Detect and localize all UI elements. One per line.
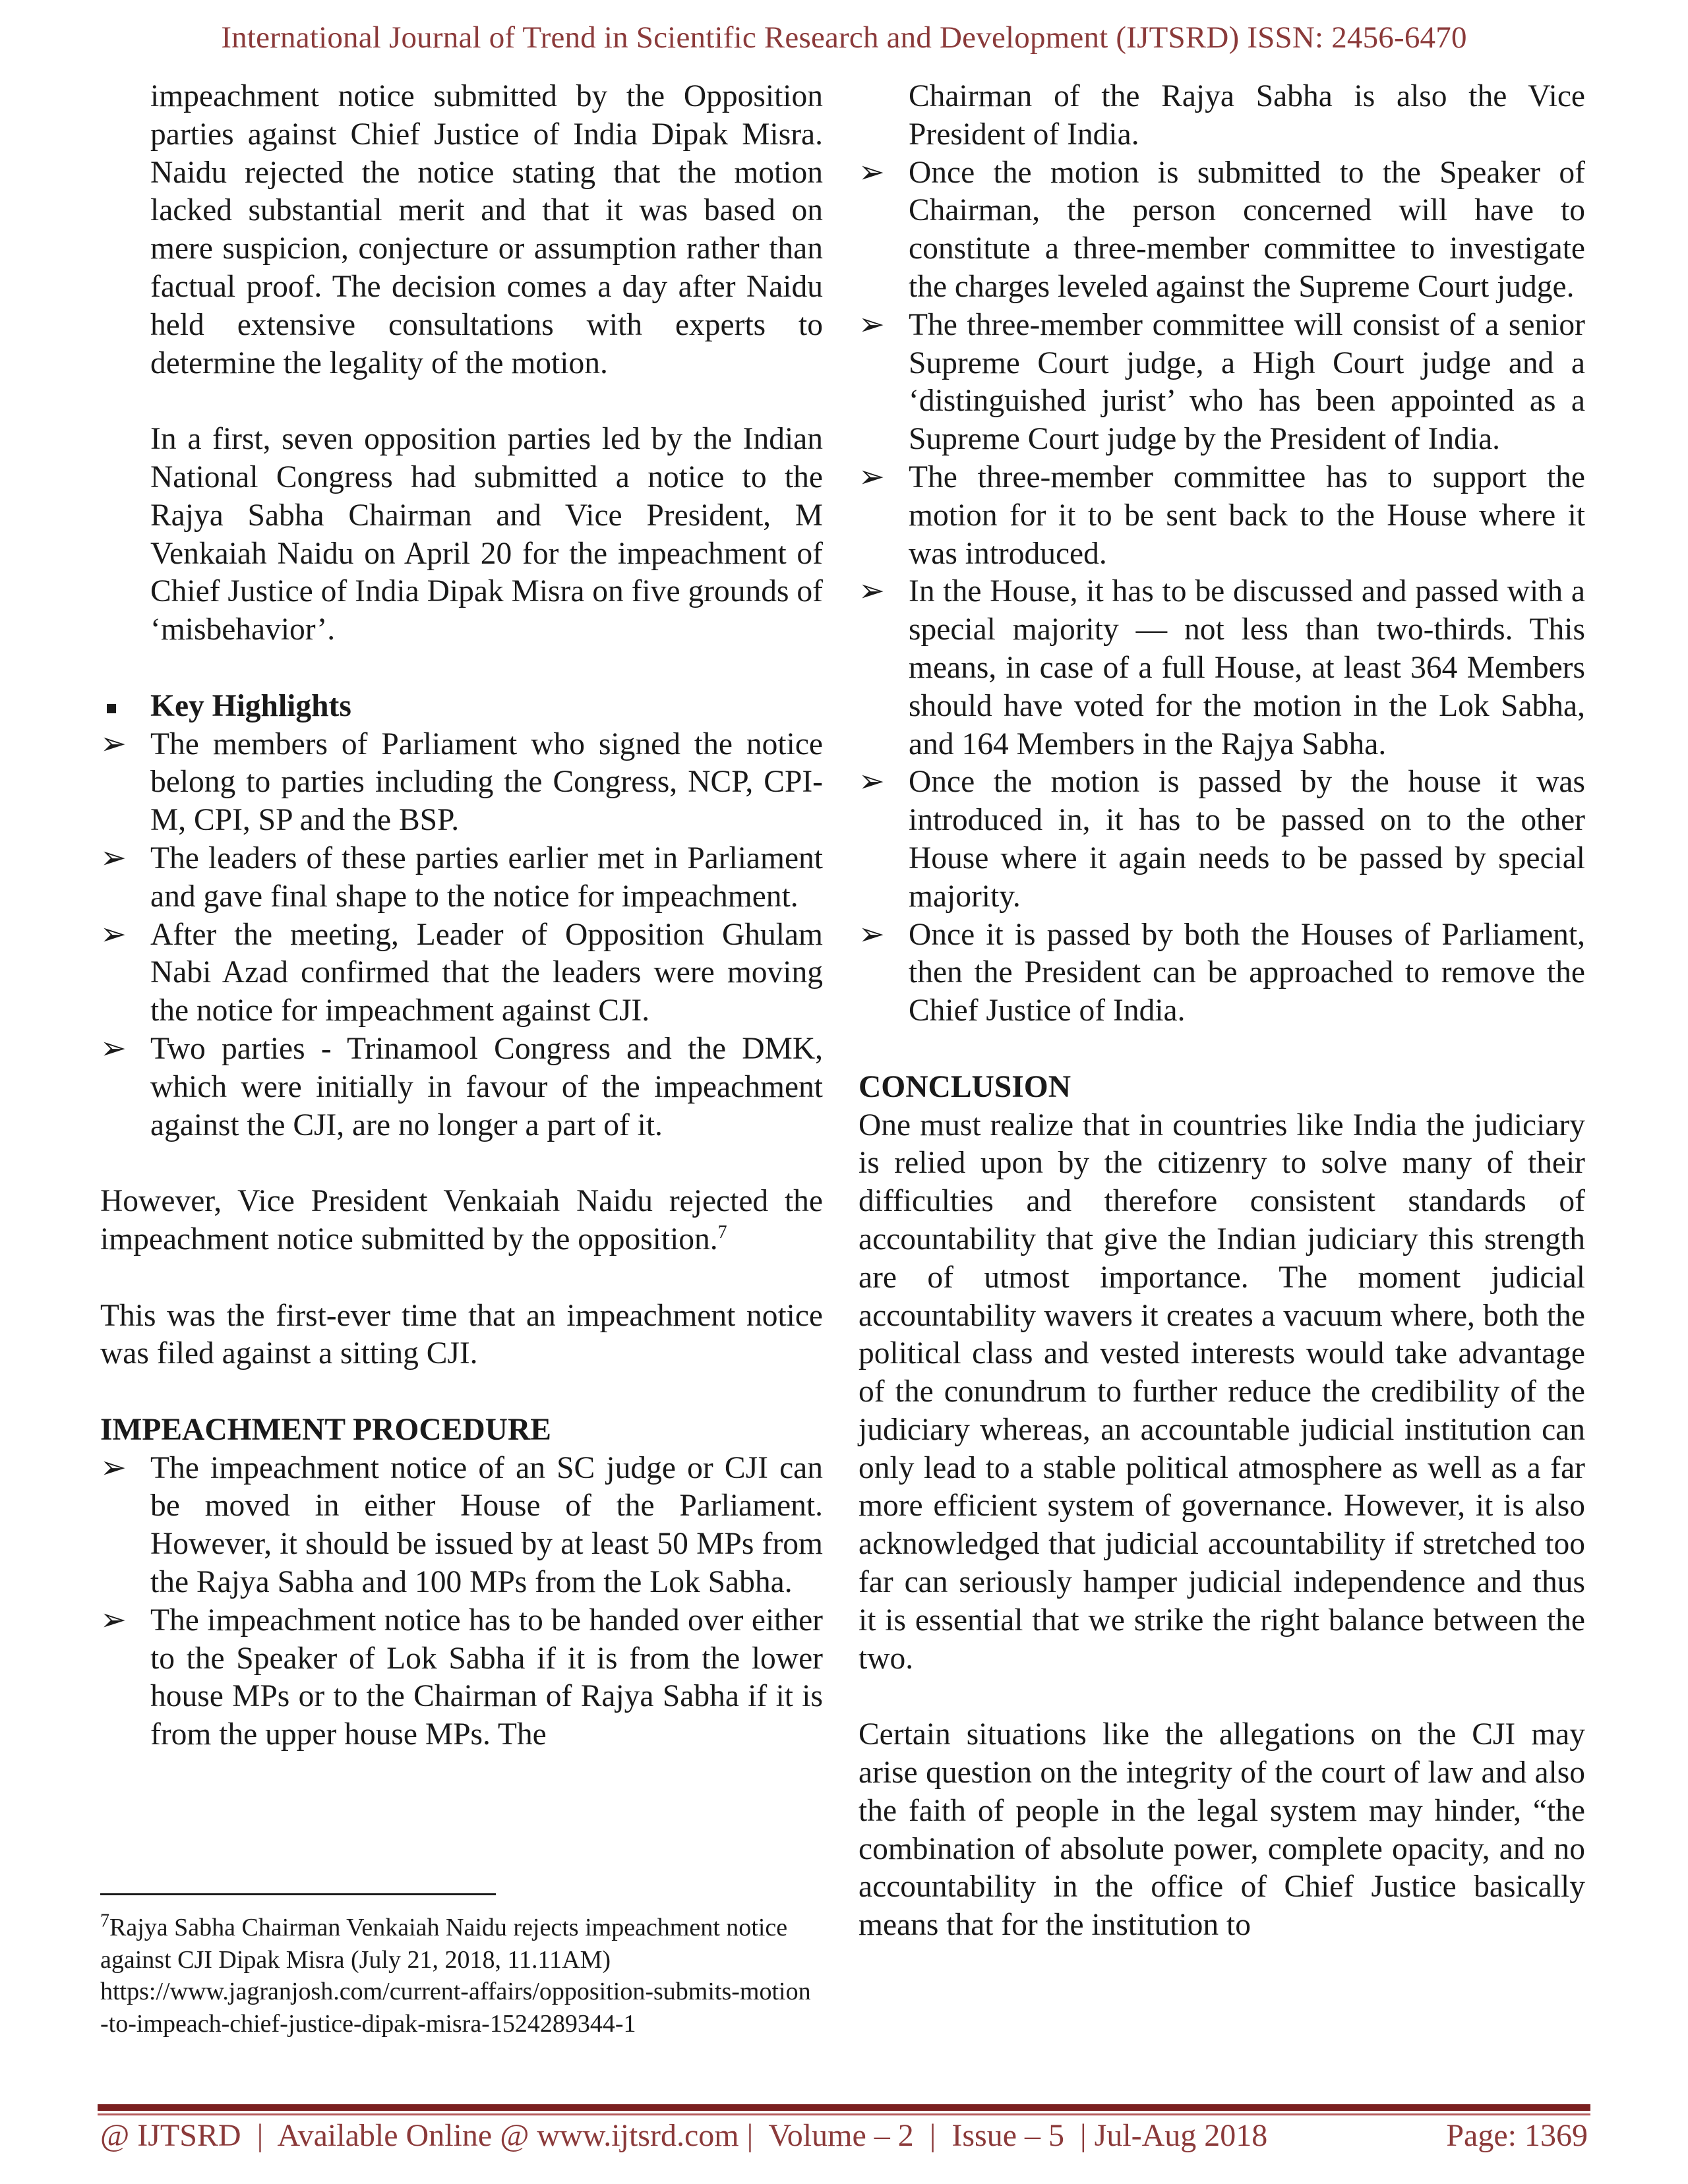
arrow-bullet-icon: ➢ [859, 459, 885, 494]
list-item: ➢ The leaders of these parties earlier met in Parliament and gave final shape to the notice for impeachment. [100, 841, 823, 914]
arrow-bullet-icon: ➢ [859, 574, 885, 609]
right-column [859, 78, 1585, 1945]
watermark [824, 593, 864, 1450]
footer-divider-thin [98, 2113, 1590, 2115]
footer-info: @ IJTSRD | Available Online @ www.ijtsrd.com | Volume – 2 | Issue – 5 | Jul-Aug 2018 [100, 2118, 1268, 2153]
arrow-bullet-icon: ➢ [859, 917, 885, 952]
list-item [100, 688, 823, 726]
arrow-bullet-icon: ➢ [100, 917, 127, 952]
list-item: ➢ The three-member committee has to support the motion for it to be sent back to the House where it was introduced. [859, 459, 1585, 571]
procedure-list [100, 1450, 823, 1754]
paragraph: Chairman of the Rajya Sabha is also the Vice President of India. [909, 79, 1585, 152]
paragraph: Certain situations like the allegations on the CJI may arise question on the integrity of the court of law and also the faith of people in the legal system may hinder, “the combination of absolute power, complete opacity, and no accountability in the office of Chief Justice basically means that for the institution to [859, 1717, 1585, 1943]
arrow-bullet-icon: ➢ [100, 841, 127, 875]
list-item: ➢ The impeachment notice of an SC judge or CJI can be moved in either House of the Parliament. However, it should be issued by at least 50 MPs from the Rajya Sabha and 100 MPs from the Lok Sabha. [100, 1450, 823, 1600]
paragraph: In a first, seven opposition parties led by the Indian National Congress had submitted a notice to the Rajya Sabha Chairman and Vice President, M Venkaiah Naidu on April 20 for the impeachment of Chief Justice of India Dipak Misra on five grounds of ‘misbehavior’. [150, 422, 823, 647]
arrow-bullet-icon: ➢ [859, 765, 885, 800]
left-column [100, 78, 823, 1754]
paragraph: This was the first-ever time that an impeachment notice was filed against a sitting CJI. [100, 1298, 823, 1371]
section-heading: CONCLUSION [859, 1069, 1071, 1104]
arrow-bullet-icon: ➢ [859, 307, 885, 342]
list-item: ➢ The three-member committee will consist of a senior Supreme Court judge, a High Court judge and a ‘distinguished jurist’ who has been appointed as a Supreme Court judge by the President of India. [859, 307, 1585, 457]
paragraph: However, Vice President Venkaiah Naidu rejected the impeachment notice submitted by the opposition.$^7$ [100, 1184, 823, 1256]
arrow-bullet-icon: ➢ [859, 155, 885, 190]
section-heading: IMPEACHMENT PROCEDURE [100, 1412, 551, 1447]
square-bullet-icon [107, 704, 116, 713]
footnote-url[interactable]: https://www.jagranjosh.com/current-affairs/opposition-submits-motion-to-impeach-chief-justice-dipak-misra-1524289344-1 [100, 1978, 811, 2038]
footnote-divider [100, 1893, 496, 1895]
list-item: ➢ In the House, it has to be discussed and passed with a special majority — not less than two-thirds. This means, in case of a full House, at least 364 Members should have voted for the motion in the Lok Sabha, and 164 Members in the Rajya Sabha. [859, 574, 1585, 761]
footnote-ref[interactable]: 7 [717, 1222, 727, 1243]
list-item: ➢ Two parties - Trinamool Congress and the DMK, which were initially in favour of the impeachment against the CJI, are no longer a part of it. [100, 1031, 823, 1142]
list-item: ➢ Once the motion is passed by the house it was introduced in, it has to be passed on to the other House where it again needs to be passed by special majority. [859, 765, 1585, 914]
key-highlights-label: Key Highlights [150, 688, 351, 723]
page-number: Page: 1369 [1446, 2118, 1588, 2153]
arrow-bullet-icon: ➢ [100, 1031, 127, 1066]
paragraph: impeachment notice submitted by the Opposition parties against Chief Justice of India Dipak Misra. Naidu rejected the notice stating that the motion lacked substantial merit and that it was based on mere suspicion, conjecture or assumption rather than factual proof. The decision comes a day after Naidu held extensive consultations with experts to determine the legality of the motion. [150, 79, 823, 380]
arrow-bullet-icon: ➢ [100, 1603, 127, 1638]
list-item: ➢ Once it is passed by both the Houses of Parliament, then the President can be approached to remove the Chief Justice of India. [859, 917, 1585, 1028]
list-item: ➢ The impeachment notice has to be handed over either to the Speaker of Lok Sabha if it is from the lower house MPs or to the Chairman of Rajya Sabha if it is from the upper house MPs. The [100, 1603, 823, 1752]
footnote [100, 1912, 819, 2040]
paragraph: One must realize that in countries like India the judiciary is relied upon by the citizenry to solve many of their difficulties and therefore consistent standards of accountability that give the Indian judiciary this strength are of utmost importance. The moment judicial accountability wavers it creates a vacuum where, both the political class and vested interests would take advantage of the conundrum to further reduce the credibility of the judiciary whereas, an accountable judicial institution can only lead to a stable political atmosphere as well as a far more efficient system of governance. However, it is also acknowledged that judicial accountability if stretched too far can seriously hamper judicial independence and thus it is essential that we strike the right balance between the two. [859, 1107, 1585, 1676]
arrow-bullet-icon: ➢ [100, 1450, 127, 1485]
running-header: International Journal of Trend in Scientific Research and Development (IJTSRD) ISSN: 2456-6470 [221, 20, 1467, 55]
list-item: ➢ After the meeting, Leader of Opposition Ghulam Nabi Azad confirmed that the leaders were moving the notice for impeachment against CJI. [100, 917, 823, 1028]
list-item: ➢ The members of Parliament who signed the notice belong to parties including the Congress, NCP, CPI-M, CPI, SP and the BSP. [100, 726, 823, 838]
procedure-list-continued [859, 154, 1585, 1030]
arrow-bullet-icon: ➢ [100, 726, 127, 761]
footnote-number: 7 [100, 1910, 109, 1932]
footnote-text: Rajya Sabha Chairman Venkaiah Naidu rejects impeachment notice against CJI Dipak Misra (July 21, 2018, 11.11AM) [100, 1914, 788, 1974]
list-item: ➢ Once the motion is submitted to the Speaker of Chairman, the person concerned will have to constitute a three-member committee to investigate the charges leveled against the Supreme Court judge. [859, 155, 1585, 304]
footer-divider [98, 2104, 1590, 2111]
key-highlights-list [100, 688, 823, 1145]
